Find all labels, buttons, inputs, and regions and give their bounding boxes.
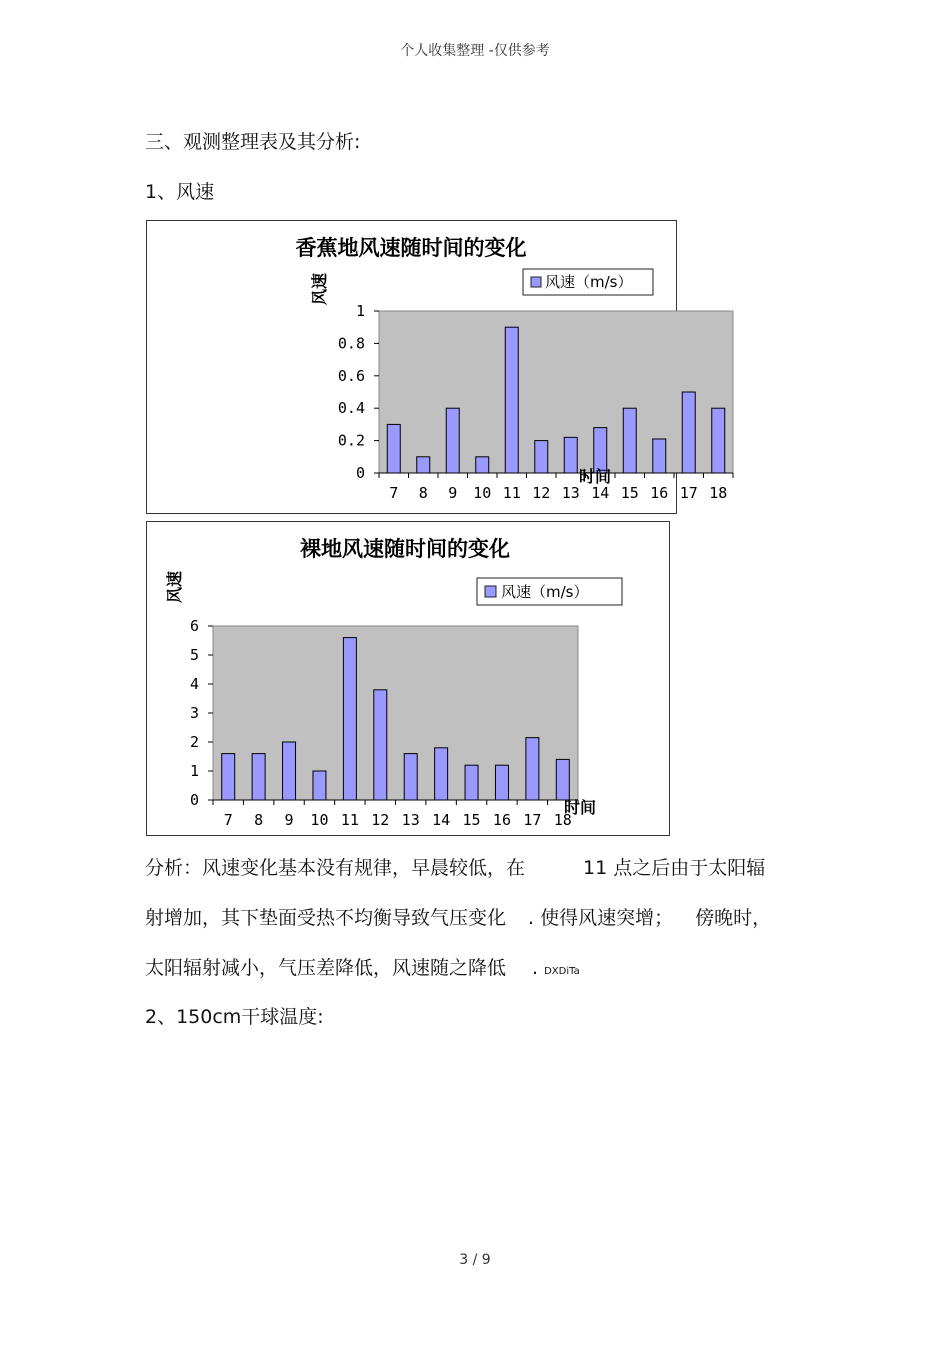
bare-field-wind-chart-svg xyxy=(147,522,669,835)
bar-7 xyxy=(387,424,400,473)
subsection-wind-speed: 1、风速 xyxy=(145,181,215,203)
legend-label: 风速（m/s） xyxy=(501,583,589,601)
y-axis-label: 风速 xyxy=(310,272,329,306)
bar-16 xyxy=(653,439,666,473)
x-tick-label: 14 xyxy=(591,484,610,502)
x-tick-label: 16 xyxy=(650,484,669,502)
plot-area xyxy=(379,311,733,473)
analysis-text: 射增加，其下垫面受热不均衡导致气压变化 xyxy=(145,907,507,929)
x-tick-label: 17 xyxy=(523,811,542,829)
bar-10 xyxy=(476,457,489,473)
x-tick-label: 9 xyxy=(448,484,458,502)
bar-17 xyxy=(526,738,539,800)
x-axis-label: 时间 xyxy=(564,798,597,817)
bare-field-wind-chart xyxy=(146,521,670,836)
page-header: 个人收集整理 -仅供参考 xyxy=(400,43,550,59)
y-tick-label: 0.8 xyxy=(337,334,365,353)
y-tick-label: 0.6 xyxy=(337,366,365,385)
x-tick-label: 15 xyxy=(620,484,639,502)
x-tick-label: 9 xyxy=(284,811,294,829)
y-tick-label: 4 xyxy=(189,675,199,693)
x-axis-label: 时间 xyxy=(579,467,612,486)
banana-field-wind-chart xyxy=(146,220,728,514)
banana-field-wind-chart-svg xyxy=(147,221,728,513)
bar-13 xyxy=(404,754,417,800)
y-tick-label: 5 xyxy=(189,646,199,664)
x-tick-label: 18 xyxy=(553,811,572,829)
chart-legend xyxy=(523,269,653,295)
bar-14 xyxy=(435,748,448,800)
bar-11 xyxy=(343,638,356,800)
bar-7 xyxy=(222,754,235,800)
y-tick-label: 0.2 xyxy=(337,431,365,450)
x-tick-label: 8 xyxy=(254,811,264,829)
analysis-line-2 xyxy=(145,903,771,930)
x-tick-label: 13 xyxy=(561,484,580,502)
bar-18 xyxy=(712,408,725,473)
x-tick-label: 10 xyxy=(473,484,492,502)
y-tick-label: 1 xyxy=(189,762,199,780)
y-tick-label: 0.4 xyxy=(337,399,365,418)
chart-legend xyxy=(477,578,622,605)
y-tick-label: 2 xyxy=(189,733,199,751)
bar-12 xyxy=(374,690,387,800)
y-tick-label: 0 xyxy=(189,791,199,809)
analysis-text: 分析：风速变化基本没有规律，早晨较低，在 xyxy=(145,857,526,879)
bar-16 xyxy=(495,765,508,800)
x-tick-label: 11 xyxy=(340,811,359,829)
bar-10 xyxy=(313,771,326,800)
analysis-text: 太阳辐射减小，气压差降低，风速随之降低 xyxy=(145,957,507,979)
bar-9 xyxy=(283,742,296,800)
analysis-text: 11 点之后由于太阳辐 xyxy=(583,857,766,879)
x-tick-label: 16 xyxy=(492,811,511,829)
x-tick-label: 14 xyxy=(432,811,451,829)
x-tick-label: 8 xyxy=(418,484,428,502)
x-tick-label: 17 xyxy=(679,484,698,502)
y-tick-label: 3 xyxy=(189,704,199,722)
bar-11 xyxy=(505,327,518,473)
x-tick-label: 12 xyxy=(532,484,551,502)
analysis-text: 傍晚时， xyxy=(695,907,772,929)
x-tick-label: 18 xyxy=(709,484,728,502)
chart-title: 裸地风速随时间的变化 xyxy=(300,537,510,561)
section-title: 三、观测整理表及其分析: xyxy=(145,131,361,153)
chart-title: 香蕉地风速随时间的变化 xyxy=(295,236,527,260)
analysis-line-1 xyxy=(145,853,765,880)
x-tick-label: 7 xyxy=(223,811,233,829)
subsection-dry-bulb-temp: 2、150cm干球温度: xyxy=(145,1006,324,1028)
page-number: 3 / 9 xyxy=(459,1252,491,1268)
bar-12 xyxy=(535,441,548,473)
bar-17 xyxy=(682,392,695,473)
legend-swatch xyxy=(485,586,496,597)
bar-13 xyxy=(564,437,577,473)
y-axis-label: 风速 xyxy=(165,570,184,604)
analysis-note: DXDiTa xyxy=(544,966,580,977)
analysis-text: . 使得风速突增； xyxy=(528,907,674,929)
x-tick-label: 13 xyxy=(401,811,420,829)
y-tick-label: 0 xyxy=(355,464,365,482)
analysis-line-3 xyxy=(145,953,580,980)
analysis-text: . xyxy=(532,957,539,979)
bar-18 xyxy=(556,759,569,800)
y-tick-label: 6 xyxy=(189,617,199,635)
legend-label: 风速（m/s） xyxy=(545,273,633,291)
x-tick-label: 10 xyxy=(310,811,329,829)
x-tick-label: 7 xyxy=(389,484,399,502)
bar-15 xyxy=(623,408,636,473)
bar-8 xyxy=(252,754,265,800)
bar-15 xyxy=(465,765,478,800)
x-tick-label: 15 xyxy=(462,811,481,829)
x-tick-label: 12 xyxy=(371,811,390,829)
y-tick-label: 1 xyxy=(355,302,365,320)
plot-area xyxy=(213,626,578,800)
x-tick-label: 11 xyxy=(502,484,521,502)
bar-9 xyxy=(446,408,459,473)
legend-swatch xyxy=(531,277,541,287)
bar-8 xyxy=(417,457,430,473)
